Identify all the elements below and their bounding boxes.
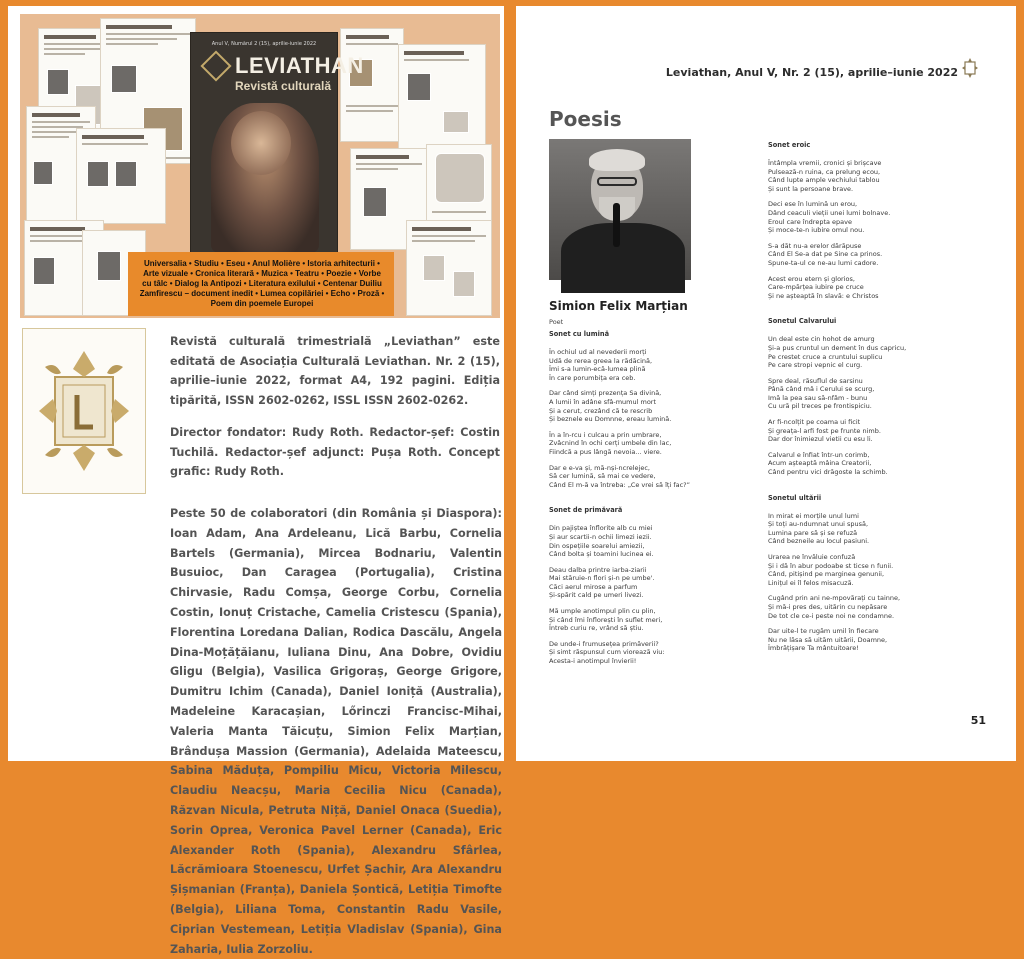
poem-line: Deci ese în lumină un erou,: [768, 200, 858, 209]
microphone-icon: [613, 203, 620, 247]
poem-line: În a în-rcu i culcau a prin umbrare,: [549, 430, 662, 439]
poem-line: Zvâcnind în ochi cerți umbele din lac,: [549, 439, 672, 448]
stanza: [768, 627, 968, 653]
poem-line: Întreb curiu re, vrând să știu.: [549, 624, 644, 633]
poem-line: Imă la pea sau să-nfâm - bunu: [768, 393, 868, 402]
poem-line: Din ospețiile soarelui amiezii,: [549, 541, 645, 550]
collaborators-list: Ioan Adam, Ana Ardeleanu, Lică Barbu, Cornelia Bartels (Germania), Mircea Bodnariu, Valentin Busuioc, Dan Caragea (Portugalia), Cristina Chirvasie, Radu Comșa, George Corbu, Cornelia Costin, Ionuț Cristache, Camelia Cristescu (Spania), Florentina Loredana Dalian, Rodica Dascălu, Angela Dina-Moțățăianu, Iuliana Dinu, Ana Dobre, Ovidiu Gligu (Belgia), Vasilica Grigoraș, George Grigore, Dumitru Ichim (Canada), Daniel Ioniță (Australia), Madeleine Karacașian, Lőrinczi Francisc-Mihai, Valeria Manta Tăicuțu, Simion Felix Marțian, Brândușa Massion (Germania), Adelaida Mateescu, Sabina Măduța, Pompiliu Micu, Victoria Milescu, Claudiu Neacșu, Maria Cecilia Nicu (Canada), Răzvan Nicula, Petruta Niță, Daniel Onaca (Suedia), Sorin Oprea, Veronica Pavel Lerner (Canada), Eric Alexander Roth (Spania), Alexandru Sfârlea, Lăcrămioara Stoenescu, Urfet Șachir, Ara Alexandru Șișmanian (Franța), Daniela Șontică, Letiția Timofte (Belgia), Liliana Toma, Constantin Radu Vasile, Ciprian Vestemean, Letiția Vladislav (Spania), Gina Zaharia, Iulia Zorzoliu.: [170, 526, 502, 956]
stanza: [549, 464, 749, 490]
leviathan-logo-icon: [200, 50, 231, 81]
poem-line: Spre deal, răsuflul de sarsinu: [768, 376, 863, 385]
poem-line: Și ne așteaptă în slavă: e Christos: [768, 291, 879, 300]
stanza: [768, 335, 968, 369]
poem-line: Fiindcă a pus lângă nevoia... viere.: [549, 447, 662, 456]
poem-line: Acum așteaptă mâina Creatorii,: [768, 459, 872, 468]
poem-line: Deau dalba printre iarba-ziarii: [549, 565, 647, 574]
poem-line: Urarea ne învăluie confuză: [768, 553, 856, 561]
poem-line: Îmi s-a lumin-ecă-lumea plină: [549, 365, 646, 374]
poem-line: Când lupte ample vechiului tablou: [768, 176, 880, 185]
poem-line: Pulsează-n ruina, ca prelung ecou,: [768, 167, 881, 176]
poem-line: Și beznele eu Domnne, ereau lumină.: [549, 415, 672, 424]
poem-line: Până când mâ i Cerului se scurg,: [768, 385, 875, 394]
poem-line: Și a cerut, crezând că te rescrib: [549, 406, 653, 415]
poem-title: Sonet de primăvară: [549, 506, 623, 515]
stanza: [768, 275, 968, 301]
poem-line: Dar uite-l te rugăm umil în fiecare: [768, 627, 879, 636]
poet-photo: [549, 139, 691, 280]
poems-column-left: [549, 330, 749, 683]
stanza: [768, 418, 968, 444]
contents-tags-box: Universalia • Studiu • Eseu • Anul Molière • Istoria arhitecturii • Arte vizuale • Cronica literară • Muzica • Teatru • Poezie • Vorbe cu tâlc • Dialog la Antipozi • Literatura exilului • Centenar Duiliu Zamfirescu – document inedit • Lumea copilăriei • Echo • Proză • Poem din poemele Europei: [128, 252, 394, 316]
poem-line: Când El m-ă va întreba: „Ce vrei să îți fac?”: [549, 480, 690, 489]
stanza: [768, 377, 968, 411]
stanza: [549, 640, 749, 666]
poem-line: Și aur scartii-n ochii limezi iezii.: [549, 532, 652, 541]
poem-line: Un deal este cin hohot de amurg: [768, 335, 875, 344]
poem-line: Și când îmi înflorești în suflet meri,: [549, 615, 663, 624]
editorial-staff-paragraph: Director fondator: Rudy Roth. Redactor-șef: Costin Tuchilă. Redactor-șef adjunct: Pușa Roth. Concept grafic: Rudy Roth.: [170, 426, 500, 478]
poem-line: De tot cle ce-i peste noi ne condamne.: [768, 611, 895, 620]
poem-line: Când bolta și toamini lucinea ei.: [549, 550, 654, 559]
stanza: [768, 242, 968, 268]
poem-line: Care-mpărțea iubire pe cruce: [768, 283, 864, 292]
poem-line: Când bezneile au locul pasiuni.: [768, 537, 870, 546]
poem: [768, 494, 968, 653]
stanza: [768, 451, 968, 477]
poem-line: Pe care stropi vepnic el curg.: [768, 361, 863, 370]
poem-line: Și-a pus cruntul un dement în dus capricu,: [768, 343, 907, 352]
poem: [768, 141, 968, 300]
running-header: Leviathan, Anul V, Nr. 2 (15), aprilie–iunie 2022: [665, 66, 958, 79]
poet-role: Poet: [549, 318, 564, 326]
poem-line: Din pajiștea înflorite alb cu miei: [549, 524, 653, 533]
poem-title: Sonet eroic: [768, 141, 811, 149]
poem-line: A lumii în adâne sfâ-mumul mort: [549, 397, 657, 406]
page-number: 51: [970, 714, 986, 727]
poem-line: Și simt răspunsul cum viorează viu:: [549, 648, 665, 657]
header-ornament-icon: [962, 58, 978, 78]
stanza: [549, 431, 749, 457]
poem-line: Și-spărit cald pe umeri livezi.: [549, 591, 644, 600]
stanza: [768, 200, 968, 234]
stanza: [549, 607, 749, 633]
magazine-collage: [20, 14, 500, 318]
right-page: [516, 6, 1016, 761]
stanza: [549, 566, 749, 600]
poem: [549, 330, 749, 489]
poems-column-right: [768, 141, 968, 670]
poem-line: Dar dor înimiezul vietii cu esu li.: [768, 435, 873, 444]
poem: [768, 317, 968, 476]
poem-line: Ar fi-ncolțit pe coama ui ficit: [768, 418, 861, 427]
intro-paragraph: Revistă culturală trimestrială „Leviathan” este editată de Asociația Culturală Leviathan. Nr. 2 (15), aprilie–iunie 2022, format A4, 192 pagini. Ediția tipărită, ISSN 2602-0262, ISSL ISSN 2602-0262.: [170, 335, 500, 407]
stanza: [768, 512, 968, 546]
poem-line: Udă de rerea greea la rădăcină,: [549, 356, 653, 365]
poem-line: Și moce-te-n iubire omul nou.: [768, 226, 865, 235]
poem-line: Și sunt la persoane brave.: [768, 184, 854, 193]
stanza: [768, 553, 968, 587]
left-page: [8, 6, 504, 956]
poem-line: Căci aerul mirose a parfum: [549, 582, 638, 591]
poem-line: S-a dăt nu-a erelor dărăpuse: [768, 241, 862, 250]
poem-line: Pe crestet cruce a cruntului suplicu: [768, 352, 883, 361]
poem-line: Linițul ei îl felos misacuză.: [768, 578, 854, 587]
poem-line: Să cer lumină, să mai ce vedere,: [549, 472, 656, 481]
stanza: [549, 389, 749, 423]
magazine-cover: [190, 32, 364, 260]
poem-line: Eroul care îndrepta epave: [768, 217, 853, 226]
section-title: Poesis: [549, 107, 622, 131]
poem-line: Acesta-i anotimpul învierii!: [549, 657, 637, 666]
poem-line: În ochiul ud al nevederii morți: [549, 348, 647, 356]
poem-line: Dar e e-va și, mă-nși-ncrelejec,: [549, 463, 650, 472]
poem-line: Mă umple anotimpul plin cu plin,: [549, 607, 656, 616]
collaborators-paragraph: [22, 504, 502, 959]
poem-line: Calvarul e înfiat într-un corimb,: [768, 450, 870, 459]
cover-issue-line: Anul V, Numărul 2 (15), aprilie-iunie 2022: [211, 41, 317, 47]
poet-name: Simion Felix Marțian: [549, 299, 688, 313]
poem-line: În care porumbița era ceb.: [549, 373, 636, 382]
poem-line: Dând ceaculi vieții unei lumi bolnave.: [768, 208, 891, 217]
poem-title: Sonet cu lumină: [549, 330, 610, 338]
poem-line: Cugând prin ani ne-mpovărați cu tainne,: [768, 594, 901, 603]
collaborators-lead: Peste 50 de colaboratori (din România și Diaspora): Ioan Adam, Ana Ardeleanu, Lică Barbu, Cornelia Bartels (Germania), Mircea Bodnariu, Valentin Busuioc, Dan Caragea (Portugalia), Cristina Chirvasie, Radu Comșa, George Corbu, Cornelia Costin, Ionuț Cristache, Camelia Cristescu (Spania), Florentina Loredana Dalian, Rodica Dascălu, Angela Dina-Moțățăianu, Iuliana Dinu, Ana Dobre, Ovidiu Gligu (Belgia), Vasilica Grigoraș, George Grigore, Dumitru Ichim (Canada), Daniel Ioniță (Australia), Madeleine Karacașian, Lőrinczi Francisc-Mihai, Valeria Manta Tăicuțu, Simion Felix Marțian, Brândușa Massion (Germania), Adelaida Mateescu, Sabina Măduța, Pompiliu Micu, Victoria Milescu, Claudiu Neacșu, Maria Cecilia Nicu (Canada), Răzvan Nicula, Petruta Niță, Daniel Onaca (Suedia), Sorin Oprea, Veronica Pavel Lerner (Canada), Eric Alexander Roth (Spania), Alexandru Sfârlea, Lăcrămioara Stoenescu, Urfet Șachir, Ara Alexandru Șișmanian (Franța), Daniela Șontică, Letiția Timofte (Belgia), Liliana Toma, Constantin Radu Vasile, Ciprian Vestemean, Letiția Vladislav (Spania), Gina Zaharia, Iulia Zorzoliu.: [170, 507, 502, 956]
poem-line: Mai stăruie-n flori și-n pe umbe'.: [549, 574, 655, 583]
poem: [549, 506, 749, 665]
cover-title: LEVIATHAN: [235, 53, 364, 78]
poem-line: Când El Se-a dat pe Sine ca prinos.: [768, 250, 883, 259]
poem-line: Acest erou etern și glorios,: [768, 274, 855, 283]
poem-line: Și i dă în abur podoabe st ticse n funii.: [768, 561, 894, 570]
ornament-icon: [35, 347, 133, 475]
page-thumbnail: [340, 28, 404, 142]
poem-title: Sonetul ultării: [768, 493, 822, 502]
cover-subtitle: Revistă culturală: [235, 79, 332, 93]
poem-line: Și toți au-ndumnat unui spusă,: [768, 520, 869, 529]
stanza: [549, 348, 749, 382]
poem-line: Și greața-l arfi fost pe frunte nimb.: [768, 426, 881, 435]
poem-line: De unde-i frumusețea primăverii?: [549, 639, 659, 648]
page-thumbnail: [76, 128, 166, 224]
poem-title: Sonetul Calvarului: [768, 317, 837, 326]
stanza: [768, 594, 968, 620]
page-thumbnail: [398, 44, 486, 154]
poem-line: Când pentru vici drăgoste la schimb.: [768, 468, 888, 477]
poem-line: Și mă-i pres des, uitărin cu nepăsare: [768, 602, 888, 611]
poem-line: In mirat ei morțile unul lumi: [768, 511, 859, 520]
stanza: [549, 524, 749, 558]
poem-line: Lumina pare să și se refuză: [768, 528, 858, 537]
poem-line: Când, pitișind pe marginea genunii,: [768, 570, 885, 579]
page-thumbnail: [406, 220, 492, 316]
stanza: [768, 159, 968, 193]
poem-line: Îmbrățișare Ta mântuitoare!: [768, 644, 859, 653]
magazine-description: [170, 332, 500, 495]
poem-line: Cu ură pil treces pe frontispiciu.: [768, 402, 872, 411]
poem-line: Nu ne lăsa să uităm uitării, Doamne,: [768, 635, 888, 644]
poem-line: Dar când simți prezența Sa divină,: [549, 389, 662, 398]
cover-painting-figure: [231, 111, 291, 175]
poem-line: Spune-ta-ul ce ne-au lumi cadore.: [768, 258, 879, 267]
leviathan-emblem: [22, 328, 146, 494]
poem-line: Întâmpla vremii, cronici și brișcave: [768, 159, 882, 167]
